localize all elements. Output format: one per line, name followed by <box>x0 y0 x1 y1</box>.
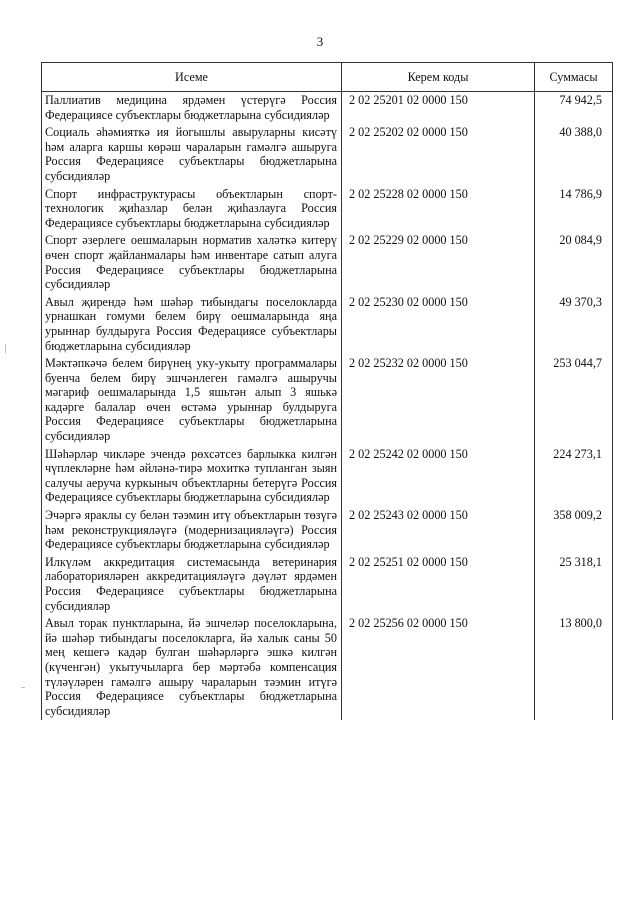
row-name: Паллиатив медицина ярдәмен үстерүгә Россия Федерациясе субъектлары бюджетларына субсидияләр <box>42 92 342 125</box>
row-code: 2 02 25202 02 0000 150 <box>342 124 535 185</box>
table-row <box>42 554 613 615</box>
table-row <box>42 232 613 293</box>
table-row <box>42 124 613 185</box>
row-code: 2 02 25242 02 0000 150 <box>342 446 535 507</box>
row-name: Спорт әзерлеге оешмаларын норматив халәткә китерү өчен спорт җайланмалары һәм инвентаре сатып алуга Россия Федерациясе субъектлары бюджетларына субсидияләр <box>42 232 342 293</box>
row-sum: 358 009,2 <box>535 507 613 554</box>
table-row <box>42 615 613 720</box>
table-header-row <box>42 63 613 92</box>
row-name: Авыл торак пунктларына, йә эшчеләр поселокларына, йә шәһәр тибындагы поселокларга, йә халык саны 50 мең кешегә кадәр булган шәһәрләргә эшкә килгән (күченгән) укытучыларга бер мәртәбә компенсация түләүләрен гамәлгә ашыру чараларын тәэмин итүгә Россия Федерациясе субъектлары бюджетларына субсидияләр <box>42 615 342 720</box>
row-name: Мәктәпкәчә белем бирүнең уку-укыту программалары буенча белем бирү эшчәнлеген гамәлгә ашыручы мәгариф оешмаларында 1,5 яшьтән алып 3 яшькә кадәрге балалар өчен өстәмә урыннар булдыруга Россия Федерациясе субъектлары бюджетларына субсидияләр <box>42 355 342 446</box>
table-row <box>42 355 613 446</box>
table-row <box>42 446 613 507</box>
row-code: 2 02 25229 02 0000 150 <box>342 232 535 293</box>
row-sum: 25 318,1 <box>535 554 613 615</box>
row-code: 2 02 25256 02 0000 150 <box>342 615 535 720</box>
row-code: 2 02 25228 02 0000 150 <box>342 186 535 233</box>
row-sum: 224 273,1 <box>535 446 613 507</box>
row-code: 2 02 25232 02 0000 150 <box>342 355 535 446</box>
row-name: Социаль әһәмияткә ия йогышлы авыруларны кисәтү һәм аларга каршы көрәш чараларын гамәлгә ашыруга Россия Федерациясе субъектлары бюджетларына субсидияләр <box>42 124 342 185</box>
row-sum: 20 084,9 <box>535 232 613 293</box>
budget-revenue-table <box>41 62 613 720</box>
row-name: Эчәргә яраклы су белән тәэмин итү объектларын төзүгә һәм реконструкцияләүгә (модернизацияләүгә) Россия Федерациясе субъектлары бюджетларына субсидияләр <box>42 507 342 554</box>
row-name: Илкүләм аккредитация системасында ветеринария лабораторияләрен аккредитацияләүгә дәүләт ярдәмен Россия Федерациясе субъектлары бюджетларына субсидияләр <box>42 554 342 615</box>
scan-mark <box>5 344 6 353</box>
row-name: Спорт инфраструктурасы объектларын спорт-технологик җиһазлар белән җиһазлауга Россия Федерациясе субъектлары бюджетларына субсидияләр <box>42 186 342 233</box>
header-code: Керем коды <box>342 63 535 92</box>
page-number: 3 <box>316 34 324 49</box>
scan-mark <box>21 687 25 688</box>
table-row <box>42 507 613 554</box>
header-name: Исеме <box>42 63 342 92</box>
row-name: Авыл җирендә һәм шәһәр тибындагы поселокларда урнашкан гомуми белем бирү оешмаларында яңа урыннар булдыруга Россия Федерациясе субъектлары бюджетларына субсидияләр <box>42 294 342 355</box>
row-code: 2 02 25251 02 0000 150 <box>342 554 535 615</box>
row-sum: 49 370,3 <box>535 294 613 355</box>
row-code: 2 02 25243 02 0000 150 <box>342 507 535 554</box>
table-row <box>42 294 613 355</box>
row-code: 2 02 25230 02 0000 150 <box>342 294 535 355</box>
row-sum: 253 044,7 <box>535 355 613 446</box>
table-row <box>42 92 613 125</box>
table-row <box>42 186 613 233</box>
row-code: 2 02 25201 02 0000 150 <box>342 92 535 125</box>
row-name: Шәһәрләр чикләре эчендә рөхсәтсез барлыкка килгән чүплекләрне һәм әйләнә-тирә мохиткә тупланган зыян салучы аеруча куркыныч объектларны бетерүгә Россия Федерациясе субъектлары бюджетларына субсидияләр <box>42 446 342 507</box>
row-sum: 74 942,5 <box>535 92 613 125</box>
row-sum: 40 388,0 <box>535 124 613 185</box>
header-sum: Суммасы <box>535 63 613 92</box>
row-sum: 13 800,0 <box>535 615 613 720</box>
row-sum: 14 786,9 <box>535 186 613 233</box>
